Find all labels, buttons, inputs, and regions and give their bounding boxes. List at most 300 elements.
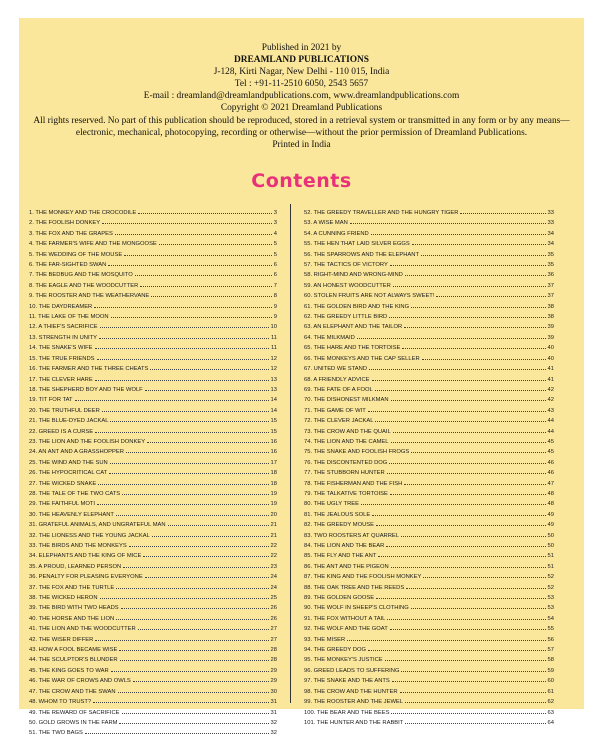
entry-title: 39. THE BIRD WITH TWO HEADS: [29, 605, 119, 612]
entry-page-number: 51: [547, 563, 554, 570]
contents-entry: [29, 571, 277, 581]
entry-page-number: 26: [270, 605, 277, 612]
entry-page-number: 49: [547, 511, 554, 518]
contents-entry: [29, 613, 277, 623]
entry-page-number: 37: [547, 282, 554, 289]
contents-entry: [29, 665, 277, 675]
entry-page-number: 32: [270, 719, 277, 726]
dot-leader: [385, 654, 546, 661]
entry-title: 61. THE GOLDEN BIRD AND THE KING: [304, 303, 410, 310]
entry-title: 35. A PROUD, LEARNED PERSON: [29, 563, 122, 570]
dot-leader: [124, 249, 272, 256]
entry-title: 87. THE KING AND THE FOOLISH MONKEY: [304, 574, 422, 581]
contents-entry: [304, 530, 554, 540]
dot-leader: [387, 467, 546, 474]
entry-title: 95. THE MONKEY'S JUSTICE: [304, 657, 383, 664]
entry-title: 93. THE MISER: [304, 636, 346, 643]
contents-entry: [304, 686, 554, 696]
dot-leader: [122, 488, 268, 495]
contents-entry: [29, 561, 277, 571]
entry-page-number: 46: [547, 459, 554, 466]
dot-leader: [102, 217, 272, 224]
contents-entry: [29, 623, 277, 633]
dot-leader: [378, 550, 545, 557]
entry-page-number: 29: [270, 678, 277, 685]
entry-page-number: 16: [270, 449, 277, 456]
entry-title: 96. GREED LEADS TO SUFFERING: [304, 667, 400, 674]
contents-entry: [304, 207, 554, 217]
contents-entry: [29, 321, 277, 331]
dot-leader: [109, 467, 268, 474]
entry-page-number: 4: [273, 230, 277, 237]
contents-entry: [304, 613, 554, 623]
contents-entry: [29, 436, 277, 446]
dot-leader: [116, 582, 268, 589]
dot-leader: [138, 623, 269, 630]
entry-page-number: 49: [547, 522, 554, 529]
dot-leader: [405, 696, 546, 703]
contents-entry: [29, 707, 277, 717]
entry-page-number: 17: [270, 459, 277, 466]
contents-entry: [304, 561, 554, 571]
entry-title: 38. THE WICKED HERON: [29, 595, 98, 602]
entry-title: 41. THE LION AND THE WOODCUTTER: [29, 626, 136, 633]
entry-page-number: 3: [273, 220, 277, 227]
entry-page-number: 11: [270, 334, 277, 341]
entry-page-number: 53: [547, 595, 554, 602]
contents-entry: [29, 498, 277, 508]
entry-title: 73. THE CROW AND THE QUAIL: [304, 428, 391, 435]
dot-leader: [100, 592, 269, 599]
entry-page-number: 28: [270, 647, 277, 654]
entry-title: 90. THE WOLF IN SHEEP'S CLOTHING: [304, 605, 409, 612]
entry-page-number: 19: [270, 490, 277, 497]
entry-page-number: 52: [547, 584, 554, 591]
dot-leader: [389, 457, 545, 464]
entry-title: 56. THE SPARROWS AND THE ELEPHANT: [304, 251, 420, 258]
entry-title: 18. THE SHEPHERD BOY AND THE WOLF: [29, 386, 143, 393]
entry-page-number: 29: [270, 667, 277, 674]
dot-leader: [108, 259, 271, 266]
entry-page-number: 56: [547, 636, 554, 643]
dot-leader: [357, 332, 546, 339]
entry-page-number: 15: [270, 418, 277, 425]
copyright-line: Copyright © 2021 Dreamland Publications: [220, 103, 383, 114]
contents-entry: [29, 342, 277, 352]
entry-title: 5. THE WEDDING OF THE MOUSE: [29, 251, 123, 258]
dot-leader: [401, 665, 545, 672]
entry-title: 58. RIGHT-MIND AND WRONG-MIND: [304, 272, 403, 279]
contents-entry: [304, 374, 554, 384]
entry-title: 74. THE LION AND THE CAMEL: [304, 438, 389, 445]
entry-page-number: 34: [547, 230, 554, 237]
entry-page-number: 11: [270, 345, 277, 352]
entry-title: 45. THE KING GOES TO WAR: [29, 667, 109, 674]
entry-page-number: 15: [270, 428, 277, 435]
entry-page-number: 9: [273, 314, 277, 321]
entry-page-number: 20: [270, 511, 277, 518]
dot-leader: [147, 436, 268, 443]
dot-leader: [386, 540, 545, 547]
entry-page-number: 13: [270, 376, 277, 383]
entry-page-number: 5: [273, 241, 277, 248]
entry-page-number: 58: [547, 657, 554, 664]
dot-leader: [406, 582, 545, 589]
contents-entry: [304, 634, 554, 644]
dot-leader: [97, 498, 269, 505]
entry-title: 34. ELEPHANTS AND THE KING OF MICE: [29, 553, 142, 560]
dot-leader: [95, 634, 268, 641]
entry-title: 22. GREED IS A CURSE: [29, 428, 94, 435]
entry-page-number: 25: [270, 595, 277, 602]
dot-leader: [140, 280, 271, 287]
dot-leader: [97, 353, 269, 360]
entry-page-number: 22: [270, 553, 277, 560]
contents-entry: [29, 478, 277, 488]
entry-title: 63. AN ELEPHANT AND THE TAILOR: [304, 324, 403, 331]
entry-page-number: 27: [270, 626, 277, 633]
contents-entry: [29, 228, 277, 238]
dot-leader: [100, 321, 269, 328]
dot-leader: [368, 405, 546, 412]
dot-leader: [133, 675, 269, 682]
entry-title: 31. GRATEFUL ANIMALS, AND UNGRATEFUL MAN: [29, 522, 166, 529]
contents-entry: [29, 634, 277, 644]
dot-leader: [404, 478, 545, 485]
dot-leader: [405, 717, 545, 724]
entry-title: 99. THE ROOSTER AND THE JEWEL: [304, 699, 403, 706]
entry-page-number: 16: [270, 438, 277, 445]
dot-leader: [145, 384, 269, 391]
entry-title: 46. THE WAR OF CROWS AND OWLS: [29, 678, 131, 685]
entry-title: 24. AN ANT AND A GRASSHOPPER: [29, 449, 124, 456]
contents-entry: [29, 675, 277, 685]
entry-title: 62. THE GREEDY LITTLE BIRD: [304, 314, 388, 321]
dot-leader: [98, 478, 268, 485]
dot-leader: [411, 446, 545, 453]
contents-entry: [29, 363, 277, 373]
contents-entry: [304, 582, 554, 592]
entry-page-number: 30: [270, 688, 277, 695]
entry-title: 64. THE MILKMAID: [304, 334, 355, 341]
entry-title: 85. THE FLY AND THE ANT: [304, 553, 377, 560]
dot-leader: [390, 259, 546, 266]
entry-title: 67. UNITED WE STAND: [304, 366, 368, 373]
dot-leader: [119, 717, 268, 724]
dot-leader: [152, 530, 269, 537]
entry-title: 82. THE GREEDY MOUSE: [304, 522, 375, 529]
contents-entry: [29, 446, 277, 456]
dot-leader: [411, 602, 546, 609]
entry-page-number: 33: [547, 210, 554, 216]
dot-leader: [121, 602, 269, 609]
entry-page-number: 13: [270, 386, 277, 393]
dot-leader: [110, 415, 268, 422]
entry-page-number: 62: [547, 699, 554, 706]
entry-page-number: 42: [547, 386, 554, 393]
entry-page-number: 10: [270, 324, 277, 331]
entry-page-number: 54: [547, 615, 554, 622]
entry-title: 28. THE TALE OF THE TWO CATS: [29, 490, 121, 497]
dot-leader: [423, 571, 545, 578]
dot-leader: [368, 644, 546, 651]
entry-title: 65. THE HARE AND THE TORTOISE: [304, 345, 401, 352]
contents-entry: [304, 519, 554, 529]
dot-leader: [135, 269, 272, 276]
entry-page-number: 19: [270, 501, 277, 508]
contents-entry: [304, 311, 554, 321]
contents-entry: [29, 238, 277, 248]
dot-leader: [110, 457, 269, 464]
contents-entry: [29, 727, 277, 737]
entry-page-number: 21: [270, 522, 277, 529]
contents-entry: [29, 269, 277, 279]
entry-page-number: 39: [547, 334, 554, 341]
entry-title: 36. PENALTY FOR PLEASING EVERYONE: [29, 574, 143, 581]
entry-title: 57. THE TACTICS OF VICTORY: [304, 262, 388, 269]
dot-leader: [404, 321, 545, 328]
entry-page-number: 42: [547, 397, 554, 404]
dot-leader: [95, 342, 269, 349]
entry-title: 4. THE FARMER'S WIFE AND THE MONGOOSE: [29, 241, 157, 248]
entry-title: 83. TWO ROOSTERS AT QUARREL: [304, 532, 400, 539]
dot-leader: [151, 290, 272, 297]
entry-page-number: 38: [547, 303, 554, 310]
contents-entry: [304, 436, 554, 446]
contents-entry: [29, 654, 277, 664]
entry-page-number: 23: [270, 563, 277, 570]
column-divider: [290, 204, 291, 703]
contents-entry: [29, 415, 277, 425]
entry-page-number: 40: [547, 355, 554, 362]
dot-leader: [95, 374, 269, 381]
entry-page-number: 53: [547, 605, 554, 612]
contents-entry: [304, 269, 554, 279]
entry-page-number: 7: [273, 282, 277, 289]
entry-title: 52. THE GREEDY TRAVELLER AND THE HUNGRY TIGER: [304, 210, 459, 216]
entry-title: 42. THE WISER DIFFER: [29, 636, 94, 643]
publisher-address: J-128, Kirti Nagar, New Delhi - 110 015, India: [213, 67, 390, 78]
entry-page-number: 63: [547, 709, 554, 716]
entry-title: 77. THE STUBBORN HUNTER: [304, 470, 385, 477]
contents-entry: [304, 654, 554, 664]
entry-page-number: 24: [270, 574, 277, 581]
contents-entry: [29, 259, 277, 269]
entry-page-number: 39: [547, 324, 554, 331]
contents-entry: [29, 644, 277, 654]
entry-page-number: 37: [547, 293, 554, 300]
entry-title: 10. THE DAYDREAMER: [29, 303, 93, 310]
entry-page-number: 21: [270, 532, 277, 539]
contents-entry: [304, 509, 554, 519]
entry-title: 91. THE FOX WITHOUT A TAIL: [304, 615, 386, 622]
entry-title: 32. THE LIONESS AND THE YOUNG JACKAL: [29, 532, 150, 539]
contents-entry: [304, 217, 554, 227]
entry-page-number: 6: [273, 262, 277, 269]
dot-leader: [93, 696, 268, 703]
entry-page-number: 41: [547, 376, 554, 383]
contents-entry: [304, 384, 554, 394]
dot-leader: [123, 561, 268, 568]
dot-leader: [375, 384, 546, 391]
entry-page-number: 14: [270, 397, 277, 404]
contents-entry: [29, 290, 277, 300]
dot-leader: [400, 686, 546, 693]
entry-title: 75. THE SNAKE AND FOOLISH FROGS: [304, 449, 410, 456]
dot-leader: [102, 405, 269, 412]
contents-entry: [29, 394, 277, 404]
entry-title: 53. A WISE MAN: [304, 220, 348, 227]
entry-title: 27. THE WICKED SNAKE: [29, 480, 97, 487]
contents-entry: [304, 457, 554, 467]
entry-title: 25. THE WIND AND THE SUN: [29, 459, 108, 466]
contents-entry: [304, 696, 554, 706]
entry-page-number: 48: [547, 490, 554, 497]
entry-title: 23. THE LION AND THE FOOLISH DONKEY: [29, 438, 146, 445]
entry-title: 101. THE HUNTER AND THE RABBIT: [304, 719, 404, 726]
entry-title: 78. THE FISHERMAN AND THE FISH: [304, 480, 403, 487]
contents-entry: [304, 290, 554, 300]
entry-page-number: 60: [547, 678, 554, 685]
contents-entry: [304, 592, 554, 602]
entry-title: 6. THE FAR-SIGHTED SWAN: [29, 262, 107, 269]
entry-title: 94. THE GREEDY DOG: [304, 647, 366, 654]
entry-page-number: 38: [547, 314, 554, 321]
entry-page-number: 8: [273, 293, 277, 300]
contents-entry: [29, 217, 277, 227]
entry-page-number: 35: [547, 262, 554, 269]
entry-page-number: 45: [547, 438, 554, 445]
entry-page-number: 43: [547, 407, 554, 414]
dot-leader: [376, 592, 545, 599]
contents-entry: [304, 602, 554, 612]
contents-entry: [304, 665, 554, 675]
dot-leader: [111, 665, 269, 672]
entry-page-number: 45: [547, 449, 554, 456]
contents-entry: [29, 592, 277, 602]
dot-leader: [150, 363, 268, 370]
entry-page-number: 50: [547, 543, 554, 549]
contents-entry: [304, 363, 554, 373]
contents-entry: [304, 446, 554, 456]
dot-leader: [116, 509, 269, 516]
entry-title: 14. THE SNAKE'S WIFE: [29, 345, 93, 352]
entry-page-number: 26: [270, 615, 277, 622]
contents-entry: [29, 467, 277, 477]
entry-page-number: 48: [547, 501, 554, 508]
entry-title: 98. THE CROW AND THE HUNTER: [304, 688, 398, 695]
entry-page-number: 47: [547, 480, 554, 487]
entry-page-number: 31: [270, 709, 277, 716]
entry-title: 37. THE FOX AND THE TURTLE: [29, 584, 115, 591]
entry-title: 43. HOW A FOOL BECAME WISE: [29, 647, 118, 654]
contents-entry: [29, 717, 277, 727]
dot-leader: [347, 634, 545, 641]
contents-entry: [304, 550, 554, 560]
dot-leader: [111, 311, 272, 318]
dot-leader: [412, 238, 546, 245]
entry-title: 50. GOLD GROWS IN THE FARM: [29, 719, 118, 726]
contents-entry: [304, 321, 554, 331]
contents-entry: [304, 228, 554, 238]
entry-page-number: 50: [547, 532, 554, 539]
entry-title: 3. THE FOX AND THE GRAPES: [29, 230, 113, 237]
entry-title: 11. THE LAKE OF THE MOON: [29, 314, 109, 321]
contents-entry: [29, 353, 277, 363]
published-line: Published in 2021 by: [261, 43, 342, 53]
contents-entry: [304, 426, 554, 436]
entry-page-number: 6: [273, 272, 277, 279]
dot-leader: [401, 530, 546, 537]
entry-title: 66. THE MONKEYS AND THE CAP SELLER: [304, 355, 420, 362]
entry-page-number: 44: [547, 418, 554, 425]
dot-leader: [350, 217, 546, 224]
imprint-block: [19, 42, 584, 151]
entry-title: 29. THE FAITHFUL MOTI: [29, 501, 96, 508]
dot-leader: [168, 519, 269, 526]
entry-page-number: 64: [547, 719, 554, 726]
publisher-telephone: Tel : +91-11-2510 6050, 2543 5657: [234, 79, 369, 90]
entry-title: 48. WHOM TO TRUST?: [29, 699, 92, 706]
contents-entry: [304, 478, 554, 488]
contents-entry: [304, 675, 554, 685]
dot-leader: [393, 280, 546, 287]
dot-leader: [138, 207, 271, 214]
contents-entry: [304, 353, 554, 363]
dot-leader: [118, 686, 269, 693]
entry-title: 69. THE FATE OF A FOOL: [304, 386, 373, 393]
contents-entry: [304, 238, 554, 248]
entry-page-number: 31: [270, 699, 277, 706]
dot-leader: [422, 353, 546, 360]
entry-title: 17. THE CLEVER HARE: [29, 376, 93, 383]
contents-entry: [304, 249, 554, 259]
contents-entry: [304, 488, 554, 498]
dot-leader: [122, 707, 269, 714]
dot-leader: [94, 301, 272, 308]
contents-entry: [29, 374, 277, 384]
entry-page-number: 46: [547, 470, 554, 477]
entry-title: 30. THE HEAVENLY ELEPHANT: [29, 511, 114, 518]
contents-entry: [304, 623, 554, 633]
dot-leader: [460, 207, 545, 214]
entry-title: 100. THE BEAR AND THE BEES: [304, 709, 390, 716]
entry-page-number: 41: [547, 366, 554, 373]
dot-leader: [129, 540, 269, 547]
entry-page-number: 40: [547, 345, 554, 352]
dot-leader: [95, 426, 268, 433]
contents-entry: [29, 696, 277, 706]
entry-title: 8. THE EAGLE AND THE WOODCUTTER: [29, 282, 139, 289]
dot-leader: [361, 498, 546, 505]
entry-title: 20. THE TRUTHFUL DEER: [29, 407, 100, 414]
contents-entry: [29, 426, 277, 436]
contents-entry: [304, 707, 554, 717]
entry-title: 15. THE TRUE FRIENDS: [29, 355, 95, 362]
contents-entry: [304, 405, 554, 415]
dot-leader: [436, 290, 545, 297]
entry-page-number: 34: [547, 241, 554, 248]
entry-page-number: 51: [547, 553, 554, 560]
contents-entry: [29, 519, 277, 529]
dot-leader: [405, 269, 546, 276]
contents-entry: [304, 259, 554, 269]
dot-leader: [85, 727, 269, 734]
entry-title: 16. THE FARMER AND THE THREE CHEATS: [29, 366, 149, 373]
dot-leader: [389, 311, 545, 318]
entry-title: 51. THE TWO BAGS: [29, 730, 83, 737]
entry-page-number: 12: [270, 366, 277, 373]
